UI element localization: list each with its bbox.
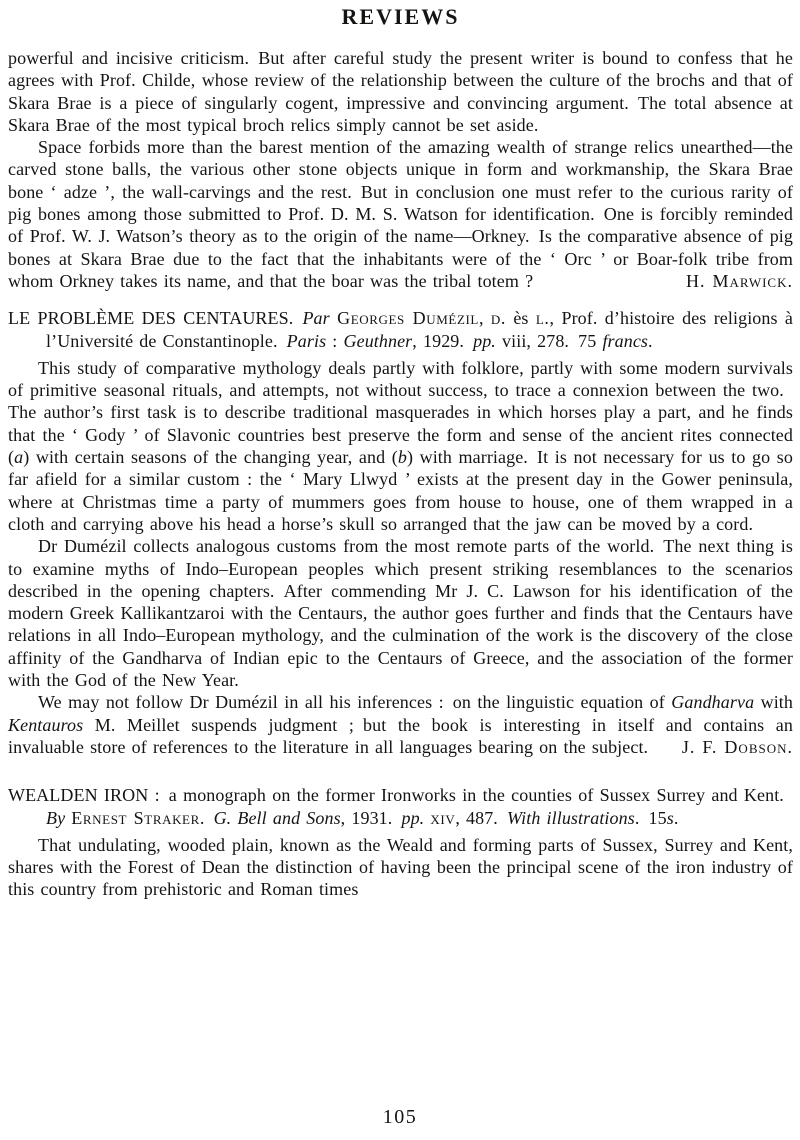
text-segment: ) with certain seasons of the changing year, and ( (23, 447, 398, 468)
text-segment: We may not follow Dr Dumézil in all his inferences : on the linguistic equation of (38, 692, 672, 713)
text-segment: pp. (401, 807, 425, 828)
text-segment: Geuthner (343, 330, 413, 351)
text-segment: . (673, 807, 679, 828)
text-segment: Space forbids more than the barest mention of the amazing wealth of strange relics unearthed—the carved stone balls, the various other stone objects unique in form and workmanship, the Skara Brae bone ‘ adze ’, the wall-carvings and the rest. But in conclusion one must refer to the curious rarity of pig bones among those submitted to Prof. D. M. S. Watson for identification. One is forcibly reminded of Prof. W. J. Watson’s theory as to the origin of the name—Orkney. Is the comparative absence of pig bones at Skara Brae due to the fact that the inhabitants were of the ‘ Orc ’ or Boar-folk tribe from whom Orkney takes its name, and that the boar was the tribal totem ? (8, 137, 793, 291)
paragraph-broch-review-end (8, 47, 793, 136)
text-segment: , 1929. (412, 330, 474, 351)
text-segment: l. (535, 308, 550, 329)
text-segment: M. Meillet suspends judgment ; but the book is interesting in itself and contains an invaluable store of references to the literature in all languages bearing on the subject. (8, 714, 793, 757)
paragraph-dumezil-customs (8, 535, 793, 691)
text-segment: Georges Dumézil (337, 308, 479, 329)
text-segment: WEALDEN IRON : a monograph on the former Ironworks in the counties of Sussex Surrey and Kent. (8, 785, 793, 806)
text-segment: Paris (286, 330, 327, 351)
text-segment: with (754, 692, 793, 713)
text-segment: powerful and incisive criticism. But after careful study the present writer is bound to confess that he agrees with Prof. Childe, whose review of the relationship between the culture of the brochs and that of Skara Brae is a piece of singularly cogent, impressive and convincing argument. The total absence at Skara Brae of the most typical broch relics simply cannot be set aside. (8, 48, 793, 135)
text-segment: Par (302, 308, 338, 329)
text-segment: s (666, 807, 674, 828)
paragraph-skara-brae-conclusion (8, 136, 793, 292)
text-segment: ès (506, 308, 536, 329)
text-segment: With illustrations (507, 807, 635, 828)
reviewer-signature: H. Marwick. (685, 270, 793, 291)
text-segment: By (46, 807, 72, 828)
text-segment: d. (490, 308, 507, 329)
reviews-content (8, 47, 793, 901)
text-segment: viii, 278. 75 (495, 330, 603, 351)
paragraph-centaures-summary (8, 357, 793, 535)
text-segment: Gandharva (671, 692, 755, 713)
page-number: 105 (382, 1105, 418, 1128)
page-title: REVIEWS (341, 4, 460, 29)
paragraph-dumezil-assessment (8, 691, 793, 758)
text-segment: ) with marriage. It is not necessary for us to go so far afield for a similar custom : the ‘ Mary Llwyd ’ exists at the present day in the Gower peninsula, where at Christmas time a party of mummers goes from house to house, one of them wrapped in a cloth and carrying above his head a horse’s skull so arranged that the jaw can be moved by a cord. (8, 447, 793, 534)
text-segment: , Prof. d’histoire des religions à l’Université de Constantinople. (46, 308, 794, 351)
text-segment: , (478, 308, 491, 329)
text-segment: G. Bell and Sons (213, 807, 341, 828)
review-heading-wealden-iron (8, 784, 793, 829)
text-segment: , 487. (455, 807, 508, 828)
text-segment: xiv (430, 807, 456, 828)
review-heading-probleme-des-centaures (8, 307, 793, 352)
text-segment: LE PROBLÈME DES CENTAURES. (8, 308, 303, 329)
text-segment: , 1931. (340, 807, 402, 828)
text-segment: . (648, 330, 653, 351)
paragraph-wealden-intro (8, 834, 793, 901)
text-segment: : (326, 330, 344, 351)
text-segment: This study of comparative mythology deals partly with folklore, partly with some modern survivals of primitive seasonal rituals, and attempts, not without success, to trace a connexion between the two. The author’s first task is to describe traditional masquerades in which horses play a part, and he finds that the ‘ Gody ’ of Slavonic countries best preserve the form and sense of the ancient rites connected ( (8, 357, 793, 468)
text-segment: . 15 (634, 807, 667, 828)
text-segment: pp. (473, 330, 496, 351)
text-segment: b (397, 447, 407, 468)
text-segment: . (199, 807, 214, 828)
text-segment: That undulating, wooded plain, known as the Weald and forming parts of Sussex, Surrey and Kent, shares with the Forest of Dean the distinction of having been the principal scene of the iron industry of this country from prehistoric and Roman times (8, 834, 793, 900)
text-segment: Dr Dumézil collects analogous customs from the most remote parts of the world. The next thing is to examine myths of Indo–European peoples which present striking resemblances to the scenarios described in the opening chapters. After commending Mr J. C. Lawson for his identification of the modern Greek Kallikantzaroi with the Centaurs, the author goes further and finds that the Centaurs have relations in all Indo–European mythology, and the culmination of the work is the discovery of the close affinity of the Gandharva of Indian epic to the Centaurs of Greece, and the association of the former with the God of the New Year. (8, 536, 793, 691)
text-segment: francs (602, 330, 649, 351)
text-segment: a (14, 447, 24, 468)
text-segment: Ernest Straker (71, 807, 200, 828)
text-segment: Kentauros (8, 714, 84, 735)
reviewer-signature: J. F. Dobson. (681, 736, 793, 757)
